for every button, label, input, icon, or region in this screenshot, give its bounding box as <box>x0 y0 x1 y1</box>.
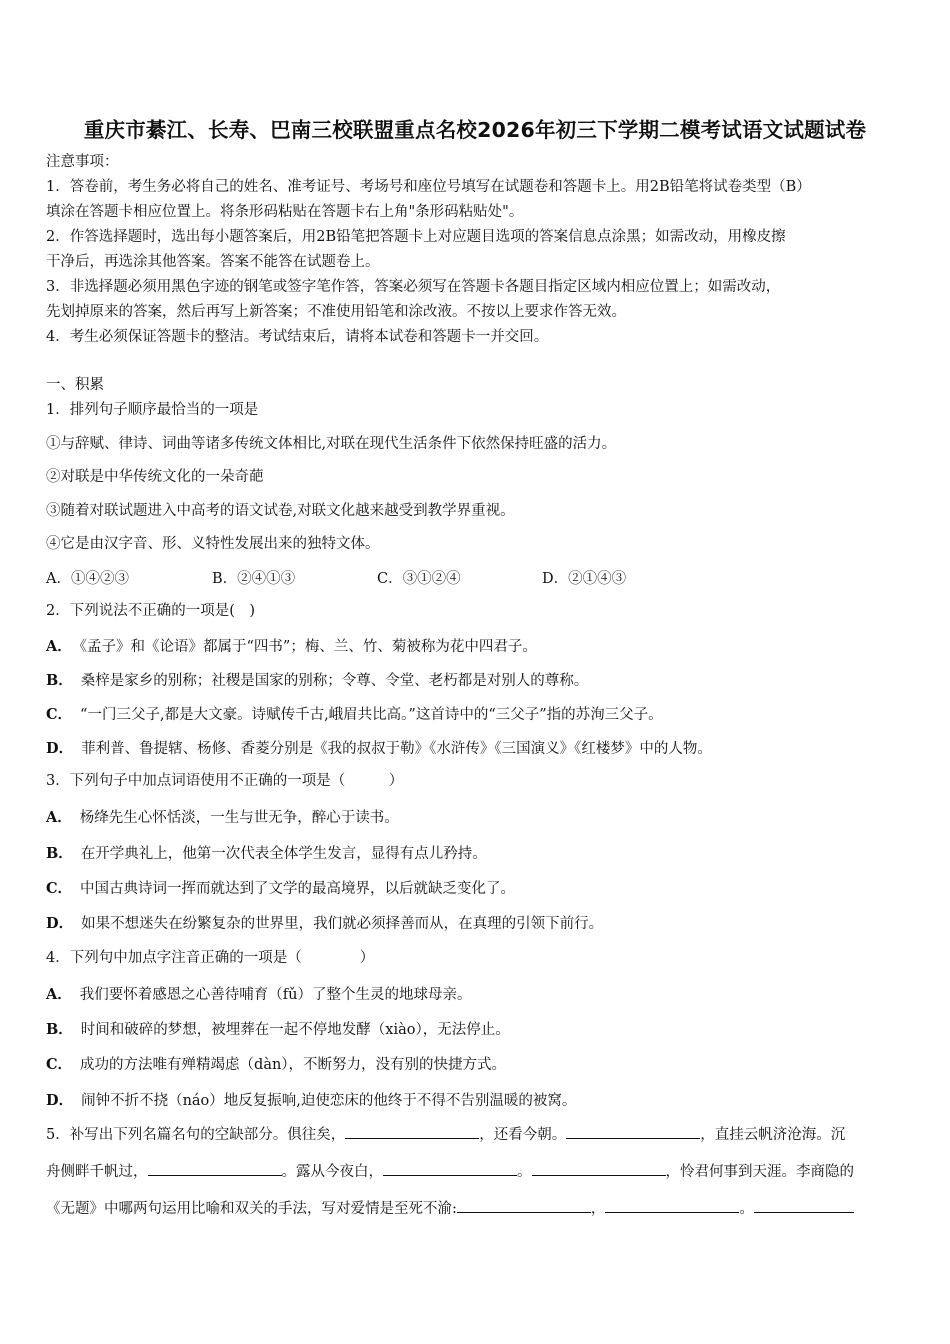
q1-choice-b: B．②④①③ <box>212 571 296 587</box>
q1-choice-d: D．②①④③ <box>542 571 627 587</box>
option-letter: C． <box>46 1056 73 1073</box>
q5-line <box>46 1154 908 1191</box>
q2-option <box>46 635 537 656</box>
q3-stem: 3．下列句子中加点词语使用不正确的一项是（ ） <box>46 773 404 789</box>
option-letter: C． <box>46 706 73 723</box>
option-text: 我们要怀着感恩之心善待哺育（fǔ）了整个生灵的地球母亲。 <box>79 987 472 1003</box>
notice-block <box>46 150 910 350</box>
q5-text: ，直挂云帆济沧海。沉 <box>700 1127 846 1143</box>
q1-sentence: ③随着对联试题进入中高考的语文试卷,对联文化越来越受到教学界重视。 <box>46 503 515 519</box>
option-text: 杨绛先生心怀恬淡，一生与世无争，醉心于读书。 <box>79 810 399 826</box>
notice-line: 3．非选择题必须用黑色字迹的钢笔或签字笔作答，答案必须写在答题卡各题目指定区域内相应位置上；如需改动， <box>46 279 781 295</box>
notice-line: 填涂在答题卡相应位置上。将条形码粘贴在答题卡右上角"条形码粘贴处"。 <box>46 204 524 220</box>
q5-text: ，还看今朝。 <box>479 1127 567 1143</box>
answer-blank[interactable] <box>383 1161 517 1176</box>
answer-blank[interactable] <box>532 1161 666 1176</box>
q1-choice-c: C．③①②④ <box>377 571 461 587</box>
q1-sentence: ④它是由汉字音、形、义特性发展出来的独特文体。 <box>46 536 380 552</box>
option-text: “一门三父子,都是大文豪。诗赋传千古,峨眉共比高。”这首诗中的“三父子”指的苏洵三父子。 <box>80 707 663 723</box>
q4-option <box>46 1018 510 1039</box>
option-letter: C． <box>46 880 73 897</box>
option-letter: A． <box>46 986 72 1003</box>
q5-text: 。 <box>517 1164 532 1180</box>
q5-text: 。露从今夜白， <box>281 1164 383 1180</box>
option-text: 菲利普、鲁提辖、杨修、香菱分别是《我的叔叔于勒》《水浒传》《三国演义》《红楼梦》中的人物。 <box>81 741 712 757</box>
q5-line <box>46 1117 908 1154</box>
q3-option <box>46 912 603 933</box>
q5-text: 。 <box>739 1201 754 1217</box>
option-letter: B． <box>46 1021 73 1038</box>
option-letter: D． <box>46 1092 74 1109</box>
notice-line: 2．作答选择题时，选出每小题答案后，用2B铅笔把答题卡上对应题目选项的答案信息点涂黑；如需改动，用橡皮擦 <box>46 229 786 245</box>
q5-line <box>46 1191 908 1228</box>
notice-heading: 注意事项： <box>46 154 119 170</box>
q2-stem: 2．下列说法不正确的一项是( ) <box>46 603 256 619</box>
q3-option <box>46 842 487 863</box>
option-letter: B． <box>46 845 73 862</box>
option-text: 中国古典诗词一挥而就达到了文学的最高境界，以后就缺乏变化了。 <box>80 881 516 897</box>
option-text: 桑梓是家乡的别称；社稷是国家的别称；令尊、令堂、老朽都是对别人的尊称。 <box>80 673 589 689</box>
q1-stem: 1．排列句子顺序最恰当的一项是 <box>46 402 259 418</box>
q4-option <box>46 983 471 1004</box>
q2-option <box>46 669 588 690</box>
notice-line: 1．答卷前，考生务必将自己的姓名、准考证号、考场号和座位号填写在试题卷和答题卡上。用2B铅笔将试卷类型（B） <box>46 179 811 195</box>
q2-option <box>46 703 663 724</box>
answer-blank[interactable] <box>148 1161 282 1176</box>
section-heading: 一、积累 <box>46 377 104 393</box>
q5-text: 《无题》中哪两句运用比喻和双关的手法，写对爱情是至死不渝: <box>46 1201 457 1217</box>
notice-line: 先划掉原来的答案，然后再写上新答案；不准使用铅笔和涂改液。不按以上要求作答无效。 <box>46 304 626 320</box>
q5-text: 舟侧畔千帆过， <box>46 1164 148 1180</box>
option-text: 如果不想迷失在纷繁复杂的世界里，我们就必须择善而从，在真理的引领下前行。 <box>81 916 604 932</box>
notice-line: 干净后，再选涂其他答案。答案不能答在试题卷上。 <box>46 254 380 270</box>
answer-blank[interactable] <box>457 1198 591 1213</box>
option-letter: D． <box>46 915 74 932</box>
option-text: 闹钟不折不挠（náo）地反复振响,迫使恋床的他终于不得不告别温暖的被窝。 <box>81 1093 577 1109</box>
option-text: 时间和破碎的梦想，被埋葬在一起不停地发酵（xiào），无法停止。 <box>80 1022 510 1038</box>
q5-text: ，怜君何事到天涯。李商隐的 <box>665 1164 854 1180</box>
option-letter: D． <box>46 740 74 757</box>
q3-option <box>46 877 515 898</box>
answer-blank[interactable] <box>605 1198 739 1213</box>
q1-sentence: ①与辞赋、律诗、词曲等诸多传统文体相比,对联在现代生活条件下依然保持旺盛的活力。 <box>46 436 617 452</box>
answer-blank[interactable] <box>566 1124 700 1139</box>
option-text: 成功的方法唯有殚精竭虑（dàn），不断努力，没有别的快捷方式。 <box>80 1057 507 1073</box>
q1-sentence: ②对联是中华传统文化的一朵奇葩 <box>46 469 264 485</box>
q3-option <box>46 806 399 827</box>
q5-text: ， <box>590 1201 606 1217</box>
notice-line: 4．考生必须保证答题卡的整洁。考试结束后，请将本试卷和答题卡一并交回。 <box>46 329 549 345</box>
answer-blank[interactable] <box>345 1124 479 1139</box>
answer-blank[interactable] <box>754 1198 854 1213</box>
q4-option <box>46 1089 576 1110</box>
option-letter: B． <box>46 672 73 689</box>
q5-text: 5．补写出下列名篇名句的空缺部分。俱往矣， <box>46 1127 346 1143</box>
option-letter: A． <box>46 638 72 655</box>
q4-option <box>46 1053 506 1074</box>
page-title: 重庆市綦江、长寿、巴南三校联盟重点名校2026年初三下学期二模考试语文试题试卷 <box>83 118 867 142</box>
q1-choice-a: A．①④②③ <box>46 571 129 587</box>
option-text: 《孟子》和《论语》都属于“四书”；梅、兰、竹、菊被称为花中四君子。 <box>79 639 537 655</box>
option-text: 在开学典礼上，他第一次代表全体学生发言，显得有点儿矜持。 <box>80 846 487 862</box>
q4-stem: 4．下列句中加点字注音正确的一项是（ ） <box>46 950 375 966</box>
option-letter: A． <box>46 809 72 826</box>
q5-block <box>46 1117 908 1228</box>
q2-option <box>46 737 712 758</box>
